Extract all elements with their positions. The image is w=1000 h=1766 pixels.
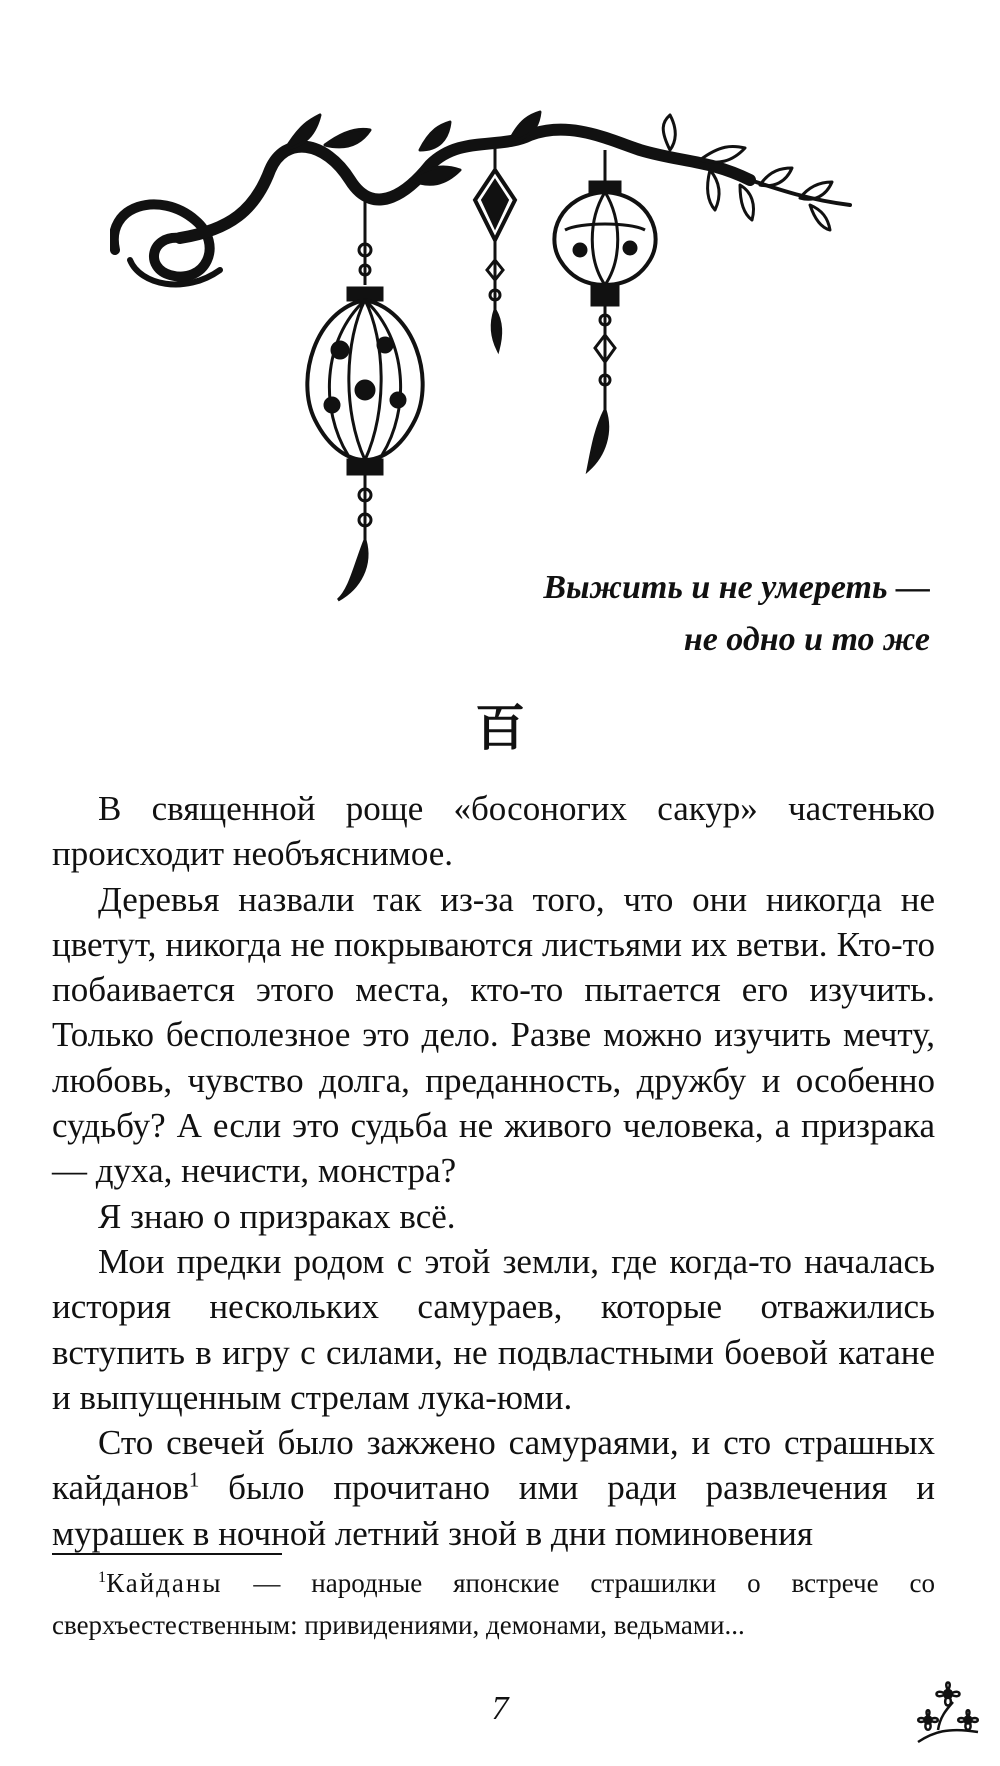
footnote-marker: 1	[98, 1568, 107, 1586]
footnote-term: Кайданы	[106, 1568, 223, 1598]
page-number: 7	[491, 1690, 509, 1727]
epigraph-line-2: не одно и то же	[683, 621, 930, 658]
paragraph-1: В священной роще «босоногих сакур» частенько происходит необъяснимое.	[52, 789, 935, 874]
paragraph-5	[52, 1420, 935, 1556]
sakura-blossom-icon	[908, 1672, 988, 1752]
footnote-divider	[52, 1553, 282, 1555]
body-text	[52, 786, 935, 1556]
footnote-reference[interactable]: 1	[188, 1467, 200, 1492]
footnote-text: — народные японские страшилки о встрече со сверхъестественным: привидениями, демонами, ведьмами...	[52, 1568, 935, 1640]
paragraph-4: Мои предки родом с этой земли, где когда-то началась история нескольких самураев, которые отважились вступить в игру с силами, не подвластными боевой катане и выпущенным стрелам лука-юми.	[52, 1241, 935, 1417]
paragraph-3: Я знаю о призраках всё.	[98, 1196, 456, 1236]
epigraph	[410, 562, 930, 666]
paragraph-5-start: Сто свечей было зажжено самураями, и сто страшных кайданов	[52, 1423, 935, 1508]
paragraph-2: Деревья назвали так из-за того, что они никогда не цветут, никогда не покрываются листьями их ветви. Кто-то побаивается этого места, кто-то пытается его изучить. Только бесполезное это дело. Разве можно изучить мечту, любовь, чувство долга, преданность, дружбу и особенно судьбу? А если это судьба не живого человека, а призрака — духа, нечисти, монстра?	[52, 879, 935, 1191]
paragraph-5-end: было прочитано ими ради развлечения и мурашек в ночной летний зной в дни поминовения	[52, 1468, 935, 1553]
chapter-mark: 百	[475, 699, 525, 757]
footnote	[52, 1562, 935, 1646]
epigraph-line-1: Выжить и не умереть —	[543, 569, 930, 606]
